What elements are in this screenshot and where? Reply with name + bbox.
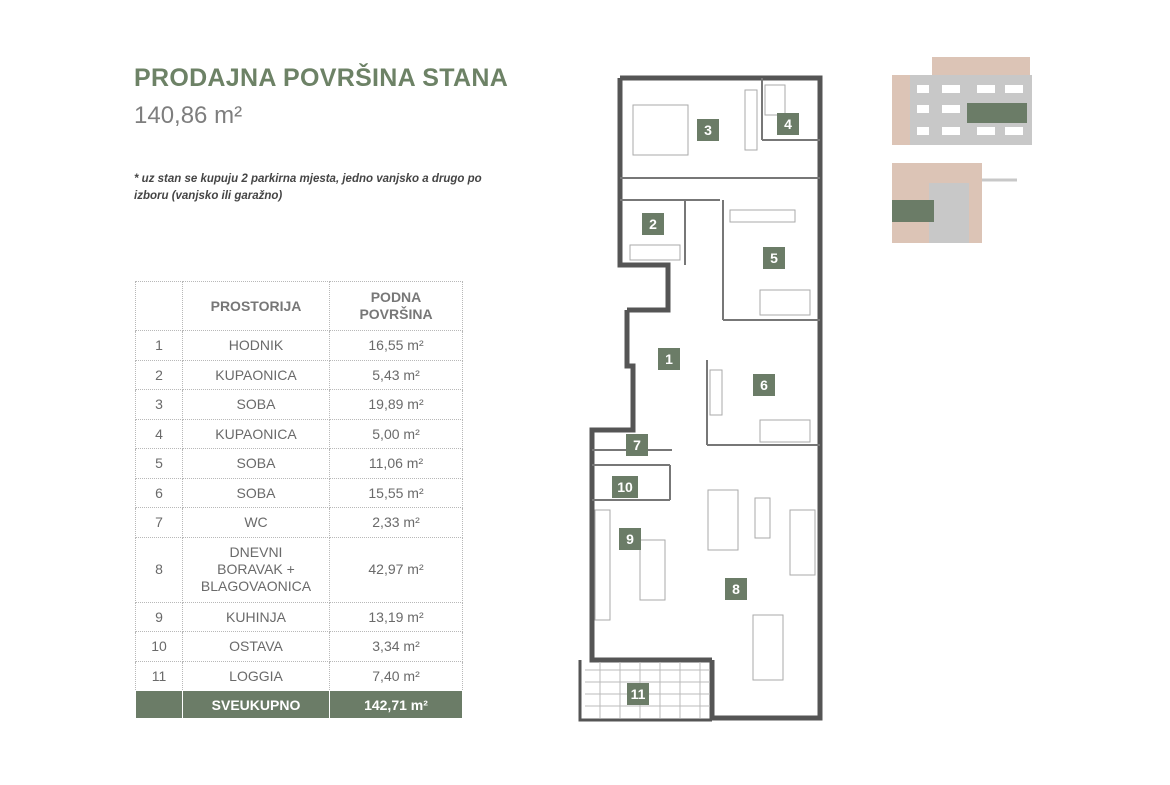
room-label-8: 8 (732, 581, 740, 597)
room-label-11: 11 (630, 686, 646, 702)
table-row (136, 478, 463, 508)
total-label: SVEUKUPNO (183, 691, 330, 719)
row-room (183, 537, 330, 602)
plan-walls (580, 78, 820, 720)
row-room: SOBA (183, 390, 330, 420)
row-room-line-3: BLAGOVAONICA (200, 578, 312, 594)
header-room: PROSTORIJA (183, 282, 330, 331)
outer-wall-right (620, 78, 820, 718)
row-room: HODNIK (183, 331, 330, 361)
header-area-line-1: PODNA (370, 289, 422, 305)
row-area: 42,97 m² (330, 537, 463, 602)
row-num: 8 (136, 537, 183, 602)
facade-front (892, 57, 1032, 145)
coffee-table (755, 498, 770, 538)
row-area: 15,55 m² (330, 478, 463, 508)
bed-6 (760, 420, 810, 442)
row-room: WC (183, 508, 330, 538)
row-room: SOBA (183, 449, 330, 479)
row-area: 19,89 m² (330, 390, 463, 420)
bed-5 (760, 290, 810, 315)
facade-side (892, 163, 1017, 243)
room-label-5: 5 (770, 250, 778, 266)
double-bed (633, 105, 688, 155)
shower-4 (765, 85, 785, 115)
table-row (136, 508, 463, 538)
total-area: 142,71 m² (330, 691, 463, 719)
row-num: 5 (136, 449, 183, 479)
row-num: 1 (136, 331, 183, 361)
row-room: KUPAONICA (183, 419, 330, 449)
row-area: 3,34 m² (330, 632, 463, 662)
header-num (136, 282, 183, 331)
table-total-row (136, 691, 463, 719)
facade-side-stair (929, 183, 969, 243)
header-area-line-2: POVRŠINA (359, 306, 433, 322)
row-room: SOBA (183, 478, 330, 508)
row-area: 5,43 m² (330, 360, 463, 390)
apartment-area: 140,86 m² (134, 102, 243, 129)
table-row (136, 331, 463, 361)
room-label-9: 9 (626, 531, 634, 547)
table-row (136, 632, 463, 662)
apartment-highlight-side (892, 200, 934, 222)
room-area-table (135, 281, 463, 719)
row-room: LOGGIA (183, 661, 330, 691)
row-num: 7 (136, 508, 183, 538)
row-room: KUPAONICA (183, 360, 330, 390)
header-area (330, 282, 463, 331)
room-label-10: 10 (617, 479, 633, 495)
table-row (136, 419, 463, 449)
plan-furniture (595, 85, 815, 680)
wardrobe-6 (710, 370, 722, 415)
table-row (136, 661, 463, 691)
row-area: 16,55 m² (330, 331, 463, 361)
parking-note: * uz stan se kupuju 2 parkirna mjesta, jedno vanjsko a drugo po izboru (vanjsko ili garažno) (134, 173, 482, 202)
row-room: OSTAVA (183, 632, 330, 662)
row-area: 11,06 m² (330, 449, 463, 479)
row-num: 9 (136, 602, 183, 632)
table-header-row (136, 282, 463, 331)
floor-plan (575, 70, 835, 730)
row-num: 2 (136, 360, 183, 390)
dining-table (753, 615, 783, 680)
row-room: KUHINJA (183, 602, 330, 632)
room-labels (612, 113, 799, 705)
table-row (136, 360, 463, 390)
page-title: PRODAJNA POVRŠINA STANA (134, 64, 509, 92)
table-row (136, 537, 463, 602)
wardrobe-5 (730, 210, 795, 222)
room-label-3: 3 (704, 122, 712, 138)
outer-wall-upper-left (620, 78, 668, 310)
row-num: 10 (136, 632, 183, 662)
kitchen-island (640, 540, 665, 600)
row-num: 4 (136, 419, 183, 449)
corner-sofa (790, 510, 815, 575)
building-location-thumbnails (887, 55, 1037, 250)
row-area: 13,19 m² (330, 602, 463, 632)
kitchen-counter (595, 510, 610, 620)
table-row (136, 449, 463, 479)
room-label-2: 2 (649, 216, 657, 232)
shower (630, 245, 680, 260)
apartment-highlight-front (967, 103, 1027, 123)
row-area: 7,40 m² (330, 661, 463, 691)
room-label-1: 1 (665, 351, 673, 367)
row-num: 6 (136, 478, 183, 508)
row-num: 3 (136, 390, 183, 420)
room-label-6: 6 (760, 377, 768, 393)
facade-front-side (892, 75, 910, 145)
table-row (136, 390, 463, 420)
row-room-line-2: BORAVAK + (217, 561, 295, 577)
row-room-line-1: DNEVNI (229, 544, 283, 560)
wardrobe-3 (745, 90, 757, 150)
room-label-7: 7 (633, 437, 641, 453)
sofa (708, 490, 738, 550)
table-row (136, 602, 463, 632)
row-area: 5,00 m² (330, 419, 463, 449)
row-num: 11 (136, 661, 183, 691)
total-num (136, 691, 183, 719)
row-area: 2,33 m² (330, 508, 463, 538)
room-label-4: 4 (784, 116, 792, 132)
